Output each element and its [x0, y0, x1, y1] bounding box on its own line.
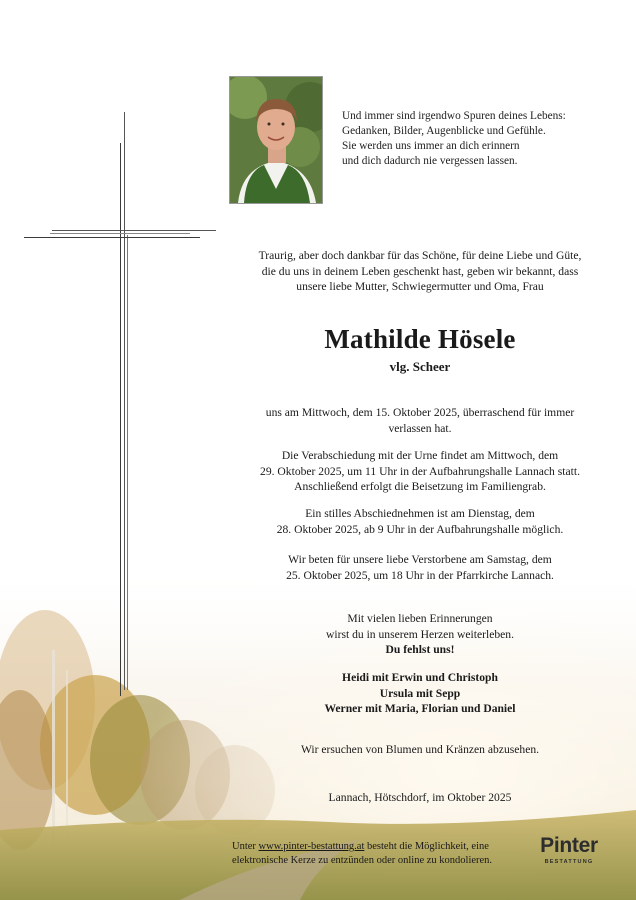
intro-text [220, 248, 620, 295]
memories-closing: Du fehlst uns! [385, 643, 455, 656]
cross-line [120, 143, 121, 696]
memories-line: wirst du in unserem Herzen weiterleben. [325, 627, 514, 641]
portrait-photo [229, 76, 323, 204]
farewell-line: Die Verabschiedung mit der Urne findet am Mittwoch, dem [281, 449, 559, 462]
mourner-entry: Heidi mit Erwin und Christoph [342, 671, 498, 684]
prayer-line: 25. Oktober 2025, um 18 Uhr in der Pfarrkirche Lannach. [286, 568, 554, 582]
footer-suffix: besteht die Möglichkeit, eine [364, 841, 489, 852]
prayer-line: Wir beten für unsere liebe Verstorbene am Samstag, dem [288, 553, 552, 566]
cross-line [50, 233, 190, 234]
deceased-alias: vlg. Scheer [389, 359, 451, 374]
flowers-request: Wir ersuchen von Blumen und Kränzen abzusehen. [300, 743, 540, 756]
parting-line: 28. Oktober 2025, ab 9 Uhr in der Aufbahrungshalle möglich. [276, 522, 564, 536]
intro-line: die du uns in deinem Leben geschenkt hast, geben wir bekannt, dass [261, 264, 579, 278]
footer-note [232, 840, 532, 868]
cross-line [127, 235, 128, 690]
farewell-line: 29. Oktober 2025, um 11 Uhr in der Aufbahrungshalle Lannach statt. [260, 464, 580, 478]
website-link[interactable]: www.pinter-bestattung.at [258, 841, 365, 852]
mourner-entry: Werner mit Maria, Florian und Daniel [324, 702, 516, 715]
poem-line: Sie werden uns immer an dich erinnern [342, 140, 520, 152]
deceased-name: Mathilde Hösele [324, 324, 516, 354]
death-notice [220, 405, 620, 436]
footer-prefix: Unter [232, 841, 259, 852]
cross-line [124, 112, 125, 690]
mourner-entry: Ursula mit Sepp [379, 686, 461, 700]
place-date: Lannach, Hötschdorf, im Oktober 2025 [328, 791, 512, 804]
intro-line: unsere liebe Mutter, Schwiegermutter und Oma, Frau [296, 280, 544, 293]
death-line: verlassen hat. [388, 421, 452, 435]
footer-line: elektronische Kerze zu entzünden oder online zu kondolieren. [232, 855, 493, 866]
poem-line: und dich dadurch nie vergessen lassen. [342, 155, 518, 167]
poem-line: Gedanken, Bilder, Augenblicke und Gefühle. [342, 125, 546, 137]
poem [342, 109, 602, 169]
farewell-line: Anschließend erfolgt die Beisetzung im Familiengrab. [294, 480, 546, 493]
prayer-info [220, 552, 620, 583]
pinter-logo [530, 834, 608, 878]
death-line: uns am Mittwoch, dem 15. Oktober 2025, überraschend für immer [265, 406, 575, 419]
poem-line: Und immer sind irgendwo Spuren deines Lebens: [342, 110, 566, 122]
memories-line: Mit vielen lieben Erinnerungen [347, 612, 493, 625]
cross-line [24, 237, 200, 238]
parting-info [220, 506, 620, 537]
cross-line [52, 230, 216, 231]
intro-line: Traurig, aber doch dankbar für das Schöne, für deine Liebe und Güte, [258, 249, 582, 262]
memories-text [220, 611, 620, 658]
farewell-info [220, 448, 620, 495]
logo-subtitle: BESTATTUNG [544, 859, 594, 865]
parting-line: Ein stilles Abschiednehmen ist am Dienstag, dem [305, 507, 535, 520]
mourners-list [220, 670, 620, 717]
logo-name: Pinter [540, 834, 598, 857]
